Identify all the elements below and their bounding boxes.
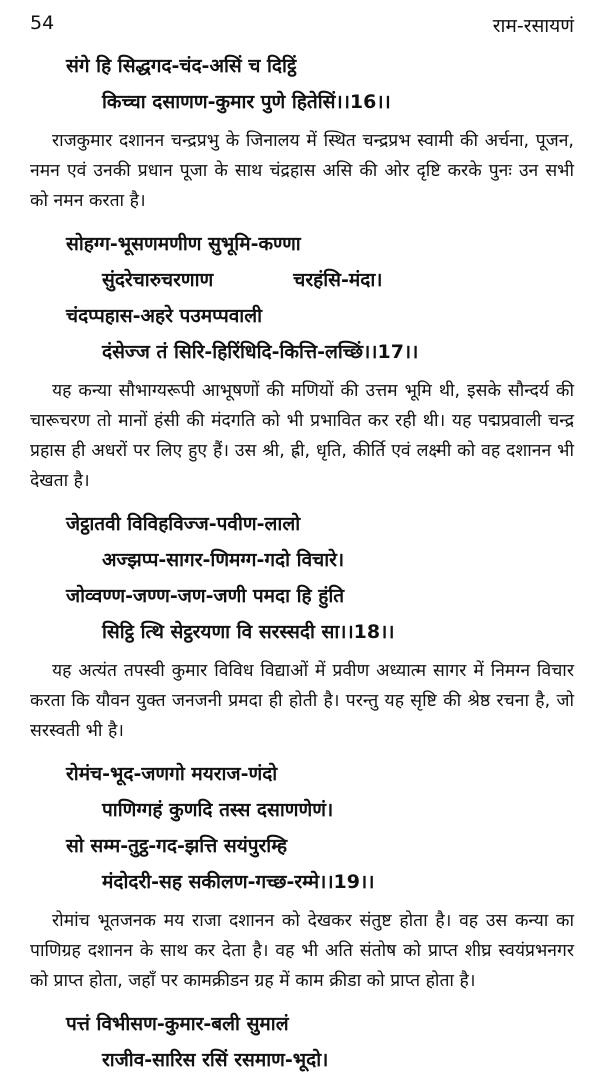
verse-line: रोमंच-भूद-जणगो मयराज-णंदो [66, 763, 278, 785]
verse-18 [30, 506, 574, 650]
page-number: 54 [30, 12, 55, 34]
verse-line-split [30, 262, 574, 298]
verse-segment: चरहंसि-मंदा। [293, 269, 383, 291]
commentary-paragraph: रोमांच भूतजनक मय राजा दशानन को देखकर संतुष्ट होता है। वह उस कन्या का पाणिग्रह दशानन के साथ कर देता है। वह भी अति संतोष को प्राप्त शीघ्र स्वयंप्रभनगर को प्राप्त होता, जहाँ पर कामक्रीडन ग्रह में काम क्रीडा को प्राप्त होता है। [30, 911, 574, 991]
verse-line: जोव्वण्ण-जण्ण-जण-जणी पमदा हि हुंति [66, 585, 345, 607]
verse-line: जेट्ठातवी विविहविज्ज-पवीण-लालो [66, 513, 301, 535]
commentary-paragraph: यह अत्यंत तपस्वी कुमार विविध विद्याओं में प्रवीण अध्यात्म सागर में निमग्न विचार करता कि यौवन युक्त जनजनी प्रमदा ही होती है। परन्तु यह सृष्टि की श्रेष्ठ रचना है, जो सरस्वती भी है। [30, 661, 574, 741]
verse-line: सो सम्म-तुट्ठ-गद-झत्ति सयंपुरम्हि [66, 835, 288, 857]
verse-line: पाणिग्गहं कुणदि तस्स दसाणणेणं। [102, 799, 334, 821]
verse-line: राजीव-सारिस रसिं रसमाण-भूदो। [102, 1049, 329, 1071]
verse-line: पत्तं विभीसण-कुमार-बली सुमालं [66, 1013, 289, 1035]
verse-line: संगे हि सिद्धगद-चंद-असिं च दिट्ठिं [66, 55, 297, 77]
verse-line: दंसेज्ज तं सिरि-हिरिंधिदि-कित्ति-लच्छिं।।17।। [102, 341, 419, 363]
verse-line: मंदोदरी-सह सकीलण-गच्छ-रम्मे।।19।। [102, 871, 375, 893]
verse-line: चंदप्पहास-अहरे पउमप्पवाली [66, 305, 263, 327]
verse-line: सिट्ठि त्थि सेट्ठरयणा वि सरस्सदी सा।।18।। [102, 621, 395, 643]
running-title: राम-रसायणं [492, 15, 574, 37]
verse-line: किच्चा दसाणण-कुमार पुणे हितेसिं।।16।। [102, 91, 391, 113]
verse-20 [30, 1006, 574, 1078]
verse-line: सोहग्ग-भूसणमणीण सुभूमि-कण्णा [66, 233, 301, 255]
page-header [30, 0, 574, 48]
verse-16 [30, 48, 574, 120]
commentary-paragraph: राजकुमार दशानन चन्द्रप्रभु के जिनालय में स्थित चन्द्रप्रभ स्वामी की अर्चना, पूजन, नमन एवं उनकी प्रधान पूजा के साथ चंद्रहास असि की ओर दृष्टि करके पुनः उन सभी को नमन करता है। [30, 131, 574, 211]
verse-19 [30, 756, 574, 900]
commentary-paragraph: यह कन्या सौभाग्यरूपी आभूषणों की मणियों की उत्तम भूमि थी, इसके सौन्दर्य की चारूचरण तो मानों हंसी की मंदगति को भी प्रभावित कर रही थी। यह पद्मप्रवाली चन्द्र प्रहास ही अधरों पर लिए हुए हैं। उस श्री, ह्री, धृति, कीर्ति एवं लक्ष्मी को वह दशानन भी देखता है। [30, 381, 574, 491]
verse-segment: सुंदरेचारुचरणाण [102, 269, 214, 291]
verse-17 [30, 226, 574, 370]
verse-line: अज्झप्प-सागर-णिमग्ग-गदो विचारे। [102, 549, 345, 571]
